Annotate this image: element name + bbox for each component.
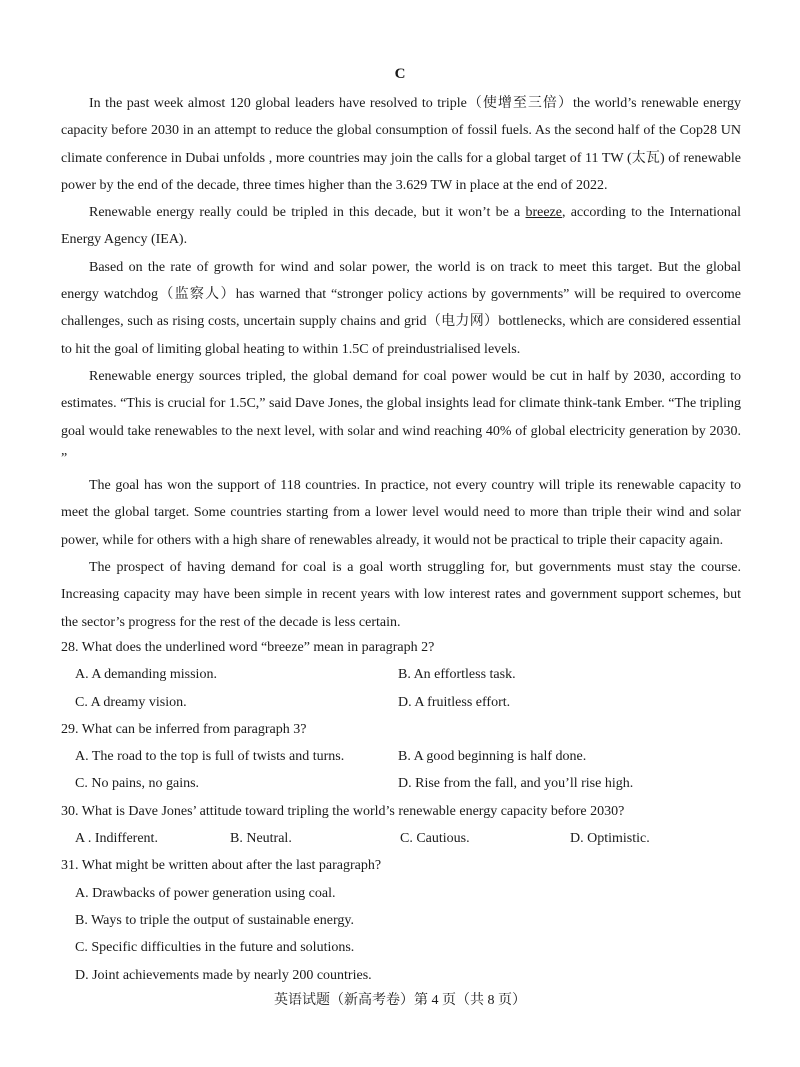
- option-c: C. A dreamy vision.: [75, 694, 187, 710]
- option-group: [61, 661, 741, 716]
- paragraph-2-before: Renewable energy really could be tripled in this decade, but it won’t be a: [89, 205, 526, 221]
- paragraph-6: The prospect of having demand for coal is a goal worth struggling for, but governments must stay the course. Increasing capacity may have been simple in recent years with low interest rates and government support schemes, but the sector’s progress for the rest of the decade is less certain.: [61, 560, 741, 630]
- paragraph-2-after: , according to the International Energy Agency (IEA).: [61, 205, 741, 248]
- option-a: A. The road to the top is full of twists and turns.: [75, 749, 345, 765]
- paragraph-3: Based on the rate of growth for wind and solar power, the world is on track to meet this target. But the global energy watchdog（监察人）has warned that “stronger policy actions by governments” will be required to overcome challenges, such as rising costs, uncertain supply chains and grid（电力网）bottlenecks, which are considered essential to hit the goal of limiting global heating to within 1.5C of preindustrialised levels.: [61, 259, 741, 357]
- option-c: C. Cautious.: [400, 831, 470, 847]
- question-30: [61, 798, 741, 853]
- question-stem: 29. What can be inferred from paragraph 3?: [61, 721, 307, 737]
- option-d: D. A fruitless effort.: [398, 694, 511, 710]
- paragraph-5: The goal has won the support of 118 countries. In practice, not every country will triple its renewable capacity to meet the global target. Some countries starting from a lower level would need to more than triple their wind and solar power, while for others with a high share of renewables already, it would not be practical to triple their capacity again.: [61, 478, 741, 548]
- question-29: [61, 716, 741, 798]
- paragraph-4: Renewable energy sources tripled, the global demand for coal power would be cut in half by 2030, according to estimates. “This is crucial for 1.5C,” said Dave Jones, the global insights lead for climate think-tank Ember. “The tripling goal would take renewables to the next level, with solar and wind reaching 40% of global electricity generation by 2030. ”: [61, 368, 741, 466]
- option-b: B. Neutral.: [230, 831, 292, 847]
- option-a: A. A demanding mission.: [75, 667, 217, 683]
- option-c: C. No pains, no gains.: [75, 776, 200, 792]
- option-d: D. Joint achievements made by nearly 200 countries.: [75, 967, 372, 983]
- question-31: [61, 852, 741, 988]
- paragraph-1: In the past week almost 120 global leaders have resolved to triple（使增至三倍）the world’s renewable energy capacity before 2030 in an attempt to reduce the global consumption of fossil fuels. As the second half of the Cop28 UN climate conference in Dubai unfolds , more countries may join the calls for a global target of 11 TW (太瓦) of renewable power by the end of the decade, three times higher than the 3.629 TW in place at the end of 2022.: [61, 96, 741, 193]
- question-list: [61, 634, 741, 989]
- option-d: D. Rise from the fall, and you’ll rise high.: [398, 776, 634, 792]
- paragraph-2: [61, 199, 741, 254]
- option-group: [61, 825, 741, 852]
- option-b: B. An effortless task.: [398, 667, 516, 683]
- question-28: [61, 634, 741, 716]
- question-stem: 28. What does the underlined word “breeze” mean in paragraph 2?: [61, 640, 435, 655]
- underlined-word: breeze: [525, 205, 562, 221]
- option-b: B. Ways to triple the output of sustainable energy.: [75, 912, 354, 928]
- option-c: C. Specific difficulties in the future and solutions.: [75, 940, 355, 956]
- option-a: A . Indifferent.: [75, 831, 158, 847]
- question-stem: 30. What is Dave Jones’ attitude toward tripling the world’s renewable energy capacity before 2030?: [61, 803, 625, 819]
- question-stem: 31. What might be written about after the last paragraph?: [61, 858, 382, 874]
- option-group: [61, 743, 741, 798]
- option-b: B. A good beginning is half done.: [398, 749, 587, 765]
- option-d: D. Optimistic.: [570, 831, 650, 847]
- page-footer: 英语试题（新高考卷）第 4 页（共 8 页）: [274, 993, 526, 1008]
- option-a: A. Drawbacks of power generation using coal.: [75, 885, 336, 901]
- reading-passage: [61, 90, 741, 636]
- option-group: [61, 880, 741, 989]
- section-title: C: [394, 66, 406, 82]
